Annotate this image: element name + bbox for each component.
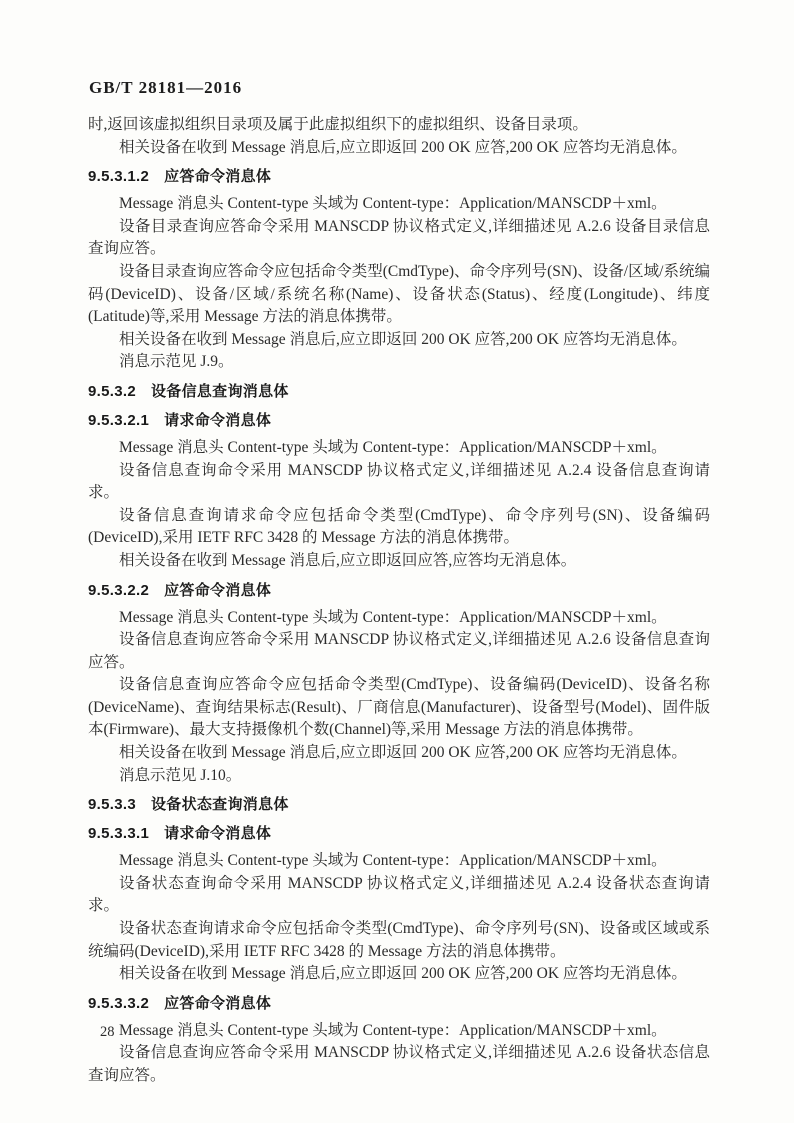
section-number: 9.5.3.2.1	[88, 411, 150, 429]
section-number: 9.5.3.2.2	[88, 581, 150, 599]
section-title: 应答命令消息体	[164, 168, 272, 186]
paragraph: 相关设备在收到 Message 消息后,应立即返回 200 OK 应答,200 OK 应答均无消息体。	[119, 330, 687, 348]
section-heading	[88, 993, 710, 1015]
page-number: 28	[100, 1024, 115, 1040]
paragraph: 设备信息查询请求命令应包括命令类型(CmdType)、命令序列号(SN)、设备编码(DeviceID),采用 IETF RFC 3428 的 Message 方法的消息体携带。	[88, 506, 710, 547]
paragraph: 设备目录查询应答命令应包括命令类型(CmdType)、命令序列号(SN)、设备/区域/系统编码(DeviceID)、设备/区域/系统名称(Name)、设备状态(Status)、经度(Longitude)、纬度(Latitude)等,采用 Message 方法的消息体携带。	[88, 262, 710, 326]
section-heading	[88, 580, 710, 602]
paragraph: 相关设备在收到 Message 消息后,应立即返回 200 OK 应答,200 OK 应答均无消息体。	[119, 138, 687, 156]
section-heading	[88, 823, 710, 845]
section-heading	[88, 410, 710, 432]
paragraph: 设备目录查询应答命令采用 MANSCDP 协议格式定义,详细描述见 A.2.6 设备目录信息查询应答。	[88, 217, 710, 258]
paragraph: 消息示范见 J.9。	[119, 353, 234, 371]
paragraph: 时,返回该虚拟组织目录项及属于此虚拟组织下的虚拟组织、设备目录项。	[88, 116, 588, 133]
paragraph: Message 消息头 Content-type 头域为 Content-type：Application/MANSCDP＋xml。	[119, 852, 667, 870]
document-body	[88, 114, 710, 1088]
section-title: 设备状态查询消息体	[150, 796, 289, 814]
paragraph: 设备信息查询应答命令应包括命令类型(CmdType)、设备编码(DeviceID)、设备名称(DeviceName)、查询结果标志(Result)、厂商信息(Manufacturer)、设备型号(Model)、固件版本(Firmware)、最大支持摄像机个数(Channel)等,采用 Message 方法的消息体携带。	[88, 676, 710, 739]
paragraph: 相关设备在收到 Message 消息后,应立即返回应答,应答均无消息体。	[119, 551, 577, 569]
running-header: GB/T 28181—2016	[89, 78, 243, 97]
section-number: 9.5.3.1.2	[88, 168, 150, 186]
paragraph: 设备信息查询应答命令采用 MANSCDP 协议格式定义,详细描述见 A.2.6 设备状态信息查询应答。	[88, 1044, 710, 1084]
paragraph: 设备状态查询命令采用 MANSCDP 协议格式定义,详细描述见 A.2.4 设备状态查询请求。	[88, 874, 710, 915]
section-number: 9.5.3.2	[88, 382, 136, 400]
section-heading	[88, 381, 710, 403]
section-heading	[88, 794, 710, 816]
section-number: 9.5.3.3.2	[88, 994, 150, 1012]
paragraph: 消息示范见 J.10。	[119, 766, 242, 784]
section-number: 9.5.3.3	[88, 796, 136, 814]
paragraph: Message 消息头 Content-type 头域为 Content-type：Application/MANSCDP＋xml。	[119, 438, 667, 456]
section-heading	[88, 166, 710, 188]
paragraph: 相关设备在收到 Message 消息后,应立即返回 200 OK 应答,200 OK 应答均无消息体。	[119, 744, 687, 762]
paragraph: 设备信息查询应答命令采用 MANSCDP 协议格式定义,详细描述见 A.2.6 设备信息查询应答。	[88, 631, 710, 671]
section-title: 应答命令消息体	[164, 994, 272, 1012]
paragraph: 设备状态查询请求命令应包括命令类型(CmdType)、命令序列号(SN)、设备或区域或系统编码(DeviceID),采用 IETF RFC 3428 的 Message 方法的消息体携带。	[88, 920, 710, 960]
paragraph: Message 消息头 Content-type 头域为 Content-type：Application/MANSCDP＋xml。	[119, 1021, 667, 1039]
section-number: 9.5.3.3.1	[88, 825, 150, 843]
section-title: 请求命令消息体	[164, 825, 272, 843]
paragraph: Message 消息头 Content-type 头域为 Content-type：Application/MANSCDP＋xml。	[119, 195, 667, 213]
section-title: 设备信息查询消息体	[150, 382, 289, 400]
section-title: 请求命令消息体	[164, 411, 272, 429]
paragraph: 相关设备在收到 Message 消息后,应立即返回 200 OK 应答,200 OK 应答均无消息体。	[119, 965, 687, 983]
paragraph: 设备信息查询命令采用 MANSCDP 协议格式定义,详细描述见 A.2.4 设备信息查询请求。	[88, 461, 710, 502]
paragraph: Message 消息头 Content-type 头域为 Content-type：Application/MANSCDP＋xml。	[119, 608, 667, 626]
section-title: 应答命令消息体	[164, 581, 272, 599]
